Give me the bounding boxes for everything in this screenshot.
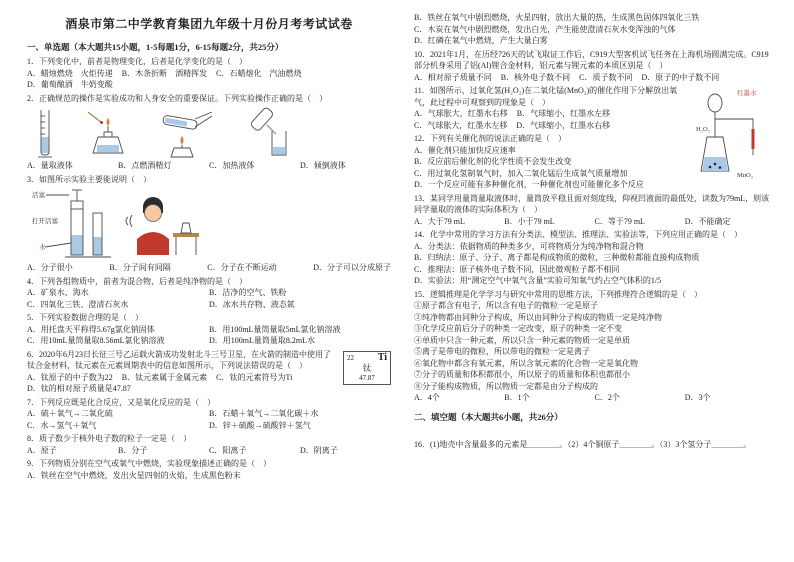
question-6 bbox=[27, 349, 391, 395]
section2-heading: 二、填空题（本大题共6小题，共26分） bbox=[414, 411, 563, 422]
right-column bbox=[414, 12, 775, 450]
option-d: D．分子可以分成原子 bbox=[313, 263, 391, 272]
statement-2: ②纯净物都由同种分子构成，所以由同种分子构成的物质一定是纯净物 bbox=[414, 312, 662, 322]
question-5 bbox=[27, 312, 391, 347]
question-16: 16．(1)地壳中含量最多的元素是＿＿＿＿。（2）4个铜原子＿＿＿＿。（3）3个氢分子＿＿＿＿。 bbox=[414, 439, 752, 449]
question-4 bbox=[27, 276, 391, 311]
option-b: B．点燃酒精灯 bbox=[118, 161, 172, 170]
heating-test-tube-figure bbox=[159, 107, 215, 159]
question-2-figures bbox=[27, 107, 391, 159]
option-c: C．2个 bbox=[594, 393, 620, 402]
option-d: D．葡萄酿酒 牛奶变酸 bbox=[27, 80, 113, 89]
question-10-options bbox=[414, 72, 775, 84]
option-a: A．蜡烛燃烧 火炬传递 bbox=[27, 68, 113, 78]
question-3 bbox=[27, 174, 391, 274]
question-1 bbox=[27, 56, 391, 91]
question-6-options bbox=[27, 372, 391, 395]
question-9-stem: 9．下列物质分别在空气或氧气中燃烧，实验现象描述正确的是（ ） bbox=[27, 459, 271, 468]
left-column bbox=[27, 15, 391, 483]
element-symbol: Ti bbox=[377, 351, 387, 363]
option-b: B．1个 bbox=[504, 393, 530, 402]
question-15-options bbox=[414, 392, 775, 404]
option-a: A．分子很小 bbox=[27, 263, 73, 272]
option-a: A．用托盘天平称得5.67g氯化钠固体 bbox=[27, 324, 155, 334]
option-b: B．气球缩小，红墨水左移 bbox=[516, 109, 611, 118]
question-4-stem: 4．下列各组物质中，前者为混合物，后者是纯净物的是（ ） bbox=[27, 276, 247, 286]
option-b: B．洁净的空气、铁粉 bbox=[209, 288, 287, 297]
question-15 bbox=[414, 289, 775, 404]
option-d: D．3个 bbox=[684, 393, 711, 402]
question-8-stem: 8．质子数少于核外电子数的粒子一定是（ ） bbox=[27, 434, 191, 443]
option-b: B．木条折断 酒精挥发 bbox=[121, 68, 208, 78]
statement-5: ⑤离子是带电的微粒，所以带电的微粒一定是离子 bbox=[414, 347, 590, 356]
pouring-liquid-figure bbox=[245, 107, 293, 159]
option-c: C．阳离子 bbox=[209, 445, 247, 455]
question-6-stem: 6．2020年6月23日长征三号乙运载火箭成功发射北斗三号卫星，在火箭的制造中使用了钛合金材料，钛元素在元素周期表中的信息如图所示，下列说法错误的是（ ） bbox=[27, 349, 331, 370]
option-d: D．气球缩小，红墨水右移 bbox=[516, 120, 611, 130]
option-c: C．木炭在氧气中剧烈燃烧，发出白光，产生能使澄清石灰水变浑浊的气体 bbox=[414, 24, 676, 34]
option-b: B．分子 bbox=[118, 445, 148, 455]
question-7-options bbox=[27, 408, 391, 431]
option-c: C．分子在不断运动 bbox=[207, 263, 277, 272]
statement-4: ④单质中只含一种元素，所以只含一种元素的物质一定是单质 bbox=[414, 335, 630, 345]
option-b: B．归纳法：原子、分子、离子都是构成物质的微粒，三种微粒都能直接构成物质 bbox=[414, 253, 700, 262]
option-d: D．用100mL量筒量取8.2mL水 bbox=[209, 336, 315, 345]
option-a: A．硫＋氧气→二氧化硫 bbox=[27, 409, 113, 418]
option-a: A．气球胀大，红墨水右移 bbox=[414, 109, 508, 118]
option-a: A．量取液体 bbox=[27, 161, 73, 170]
molecule-experiment-figure bbox=[31, 187, 203, 261]
option-d: D．阴离子 bbox=[300, 445, 338, 455]
question-10 bbox=[414, 49, 775, 84]
option-c: C．水→氢气＋氧气 bbox=[27, 420, 97, 430]
option-a: A．矿泉水、海水 bbox=[27, 288, 89, 297]
statement-8: ⑧分子能构成物质，所以物质一定都是由分子构成的 bbox=[414, 381, 598, 391]
option-a: A．原子 bbox=[27, 445, 57, 455]
option-b: B．分子间有间隔 bbox=[109, 263, 171, 272]
question-5-stem: 5．下列实验数据合理的是（ ） bbox=[27, 313, 143, 322]
option-d: D．冰水共存物、液态氮 bbox=[209, 299, 295, 309]
question-15-stem: 15．逻辑推理是化学学习与研究中常用的思维方法，下列推理符合逻辑的是（ ） bbox=[414, 289, 702, 299]
option-a: A．钛原子的中子数为22 bbox=[27, 372, 113, 382]
option-c: C．用10mL量筒量取8.56mL氯化钠溶液 bbox=[27, 336, 165, 345]
question-2-options bbox=[27, 160, 391, 172]
question-13-options bbox=[414, 216, 775, 228]
graduated-cylinder-figure bbox=[35, 107, 55, 159]
question-12-stem: 12．下列有关催化剂的说法正确的是（ ） bbox=[414, 134, 566, 143]
question-1-options bbox=[27, 68, 391, 91]
question-3-stem: 3．如图所示实验主要能说明（ ） bbox=[27, 174, 151, 184]
manganese-dioxide-label: MnO₂ bbox=[737, 172, 753, 179]
question-8 bbox=[27, 433, 391, 456]
option-b: B．铁丝在氧气中剧烈燃烧，火星四射，放出大量的热，生成黑色固体四氧化三铁 bbox=[414, 13, 700, 22]
question-2 bbox=[27, 93, 391, 172]
section1-heading: 一、单选题（本大题共15小题，1-5每题1分，6-15每题2分，共25分） bbox=[27, 42, 284, 52]
option-d: D．钛的相对原子质量是47.87 bbox=[27, 384, 131, 393]
statement-6: ⑥氧化物中都含有氧元素，所以含氧元素的化合物一定是氧化物 bbox=[414, 358, 638, 368]
element-name: 钛 bbox=[362, 362, 372, 373]
open-piston-label: 打开活塞 bbox=[32, 218, 58, 225]
element-number: 22 bbox=[347, 353, 354, 362]
option-b: B．小于79 mL bbox=[504, 216, 555, 226]
question-9-continued bbox=[414, 12, 775, 47]
question-14-stem: 14．化学中常用的学习方法有分类法、模型法、推理法、实验法等，下列应用正确的是（ ） bbox=[414, 230, 742, 239]
statement-1: ①原子都含有电子，所以含有电子的微粒一定是原子 bbox=[414, 301, 598, 310]
option-a: A．相对原子质量不同 bbox=[414, 72, 492, 82]
option-c: C．气球胀大，红墨水左移 bbox=[414, 120, 508, 130]
option-a: A．铁丝在空气中燃烧，发出火星四射的火焰，生成黑色粉末 bbox=[27, 470, 241, 480]
titanium-element-box bbox=[343, 351, 391, 385]
catalysis-apparatus-figure bbox=[695, 85, 775, 179]
red-ink-label: 红墨水 bbox=[737, 90, 757, 97]
question-7-stem: 7．下列反应既是化合反应，又是氧化反应的是（ ） bbox=[27, 397, 215, 407]
option-b: B．核外电子数不同 bbox=[500, 72, 571, 82]
alcohol-lamp-figure bbox=[85, 107, 129, 159]
piston-label: 活塞 bbox=[32, 192, 45, 199]
option-c: C．质子数不同 bbox=[579, 72, 633, 82]
option-b: B．用100mL量筒量取5mL氯化钠溶液 bbox=[209, 324, 341, 334]
question-11-stem: 11．如图所示，过氧化氢(H₂O₂)在二氧化锰(MnO₂)的催化作用下分解放出氧气，此过程中可观察到的现象是（ ） bbox=[414, 86, 678, 107]
option-a: A．分类法：依据物质的种类多少，可将物质分为纯净物和混合物 bbox=[414, 241, 644, 251]
option-c: C．加热液体 bbox=[209, 161, 255, 170]
option-a: A．大于79 mL bbox=[414, 216, 465, 226]
question-10-stem: 10．2021年1月，在历经726天的试飞取证工作后，C919大型客机试飞任务在上海机场圆满完成。C919部分机身采用了铝(Al)锂合金材料，铝元素与锂元素的本质区别是（ ） bbox=[414, 49, 769, 70]
option-b: B．反应前后催化剂的化学性质不会发生改变 bbox=[414, 157, 572, 166]
water-label: 水 bbox=[39, 244, 46, 251]
question-2-stem: 2．正确规范的操作是实验成功和人身安全的重要保证。下列实验操作正确的是（ ） bbox=[27, 93, 327, 103]
page-title: 酒泉市第二中学教育集团九年级十月份月考考试试卷 bbox=[65, 17, 353, 31]
option-c: C．石蜡熔化 汽油燃烧 bbox=[216, 68, 302, 78]
question-5-options bbox=[27, 324, 391, 347]
option-b: B．石蜡＋氧气→二氧化碳＋水 bbox=[209, 409, 319, 418]
option-d: D．红磷在氧气中燃烧，产生大量白雾 bbox=[414, 36, 548, 45]
option-c: C．四氧化三铁、澄清石灰水 bbox=[27, 299, 129, 309]
option-c: C．用过氧化氢制氧气时，加入二氧化锰后生成氧气质量增加 bbox=[414, 168, 628, 178]
question-9 bbox=[27, 458, 391, 481]
question-8-options bbox=[27, 445, 391, 457]
option-c: C．钛的元素符号为Ti bbox=[216, 372, 293, 382]
peroxide-label: H₂O₂ bbox=[696, 126, 710, 133]
option-d: D．一个反应可能有多种催化剂，一种催化剂也可能催化多个反应 bbox=[414, 180, 644, 189]
option-d: D．原子的中子数不同 bbox=[641, 72, 720, 82]
question-13 bbox=[414, 193, 775, 228]
option-d: D．倾倒液体 bbox=[300, 161, 346, 170]
statement-3: ③化学反应前后分子的种类一定改变，原子的种类一定不变 bbox=[414, 324, 622, 333]
option-c: C．等于79 mL bbox=[594, 216, 645, 226]
option-a: A．4个 bbox=[414, 393, 440, 402]
option-d: D．不能确定 bbox=[684, 216, 731, 226]
question-3-options bbox=[27, 262, 391, 274]
question-1-stem: 1．下列变化中，前者是物理变化，后者是化学变化的是（ ） bbox=[27, 57, 247, 66]
option-d: D．锌＋硫酸→硫酸锌＋氢气 bbox=[209, 420, 311, 430]
element-mass: 47.87 bbox=[359, 373, 375, 382]
option-b: B．钛元素属于金属元素 bbox=[121, 372, 208, 382]
statement-7: ⑦分子的质量和体积都很小，所以原子的质量和体积也都很小 bbox=[414, 370, 630, 379]
question-14 bbox=[414, 229, 775, 287]
option-d: D．实验法：用“测定空气中氧气含量”实验可知氧气约占空气体积的1/5 bbox=[414, 276, 662, 285]
option-a: A．催化剂只能加快反应速率 bbox=[414, 145, 516, 155]
question-7 bbox=[27, 397, 391, 432]
option-c: C．推理法：原子核外电子数不同，因此微观粒子都不相同 bbox=[414, 264, 620, 274]
question-4-options bbox=[27, 287, 391, 310]
question-13-stem: 13．某同学用量筒量取液体时，量筒放平稳且面对刻度线，仰视凹液面的最低处，读数为79mL，则该同学量取的液体的实际体积为（ ） bbox=[414, 193, 770, 214]
